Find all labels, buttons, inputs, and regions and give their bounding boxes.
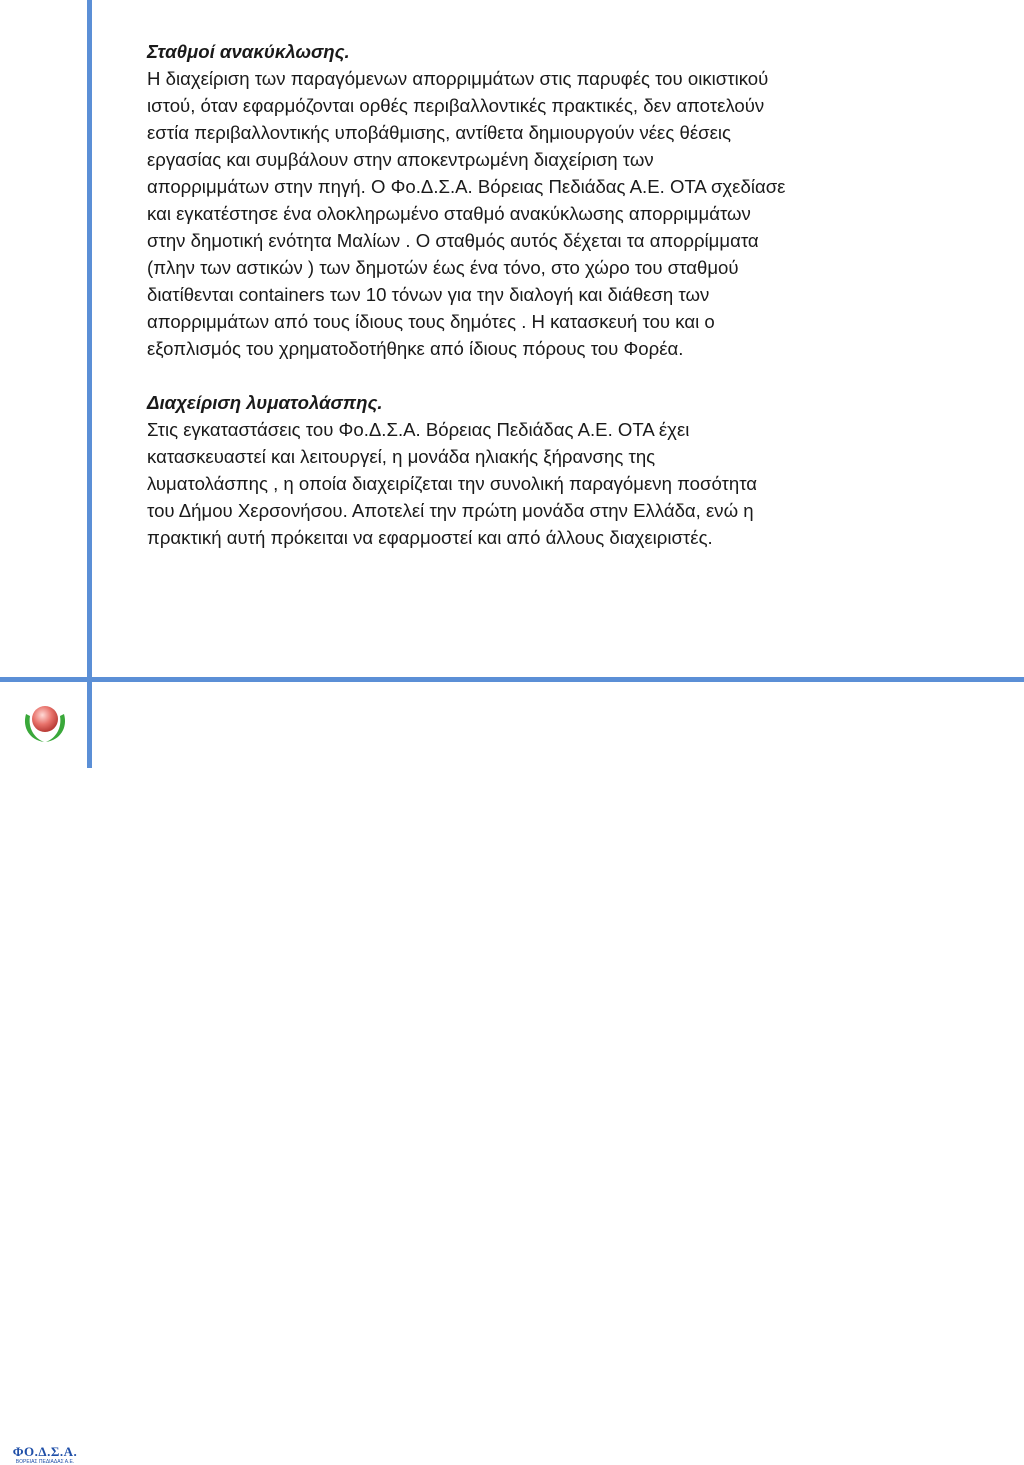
logo-name: ΦΟ.Δ.Σ.Α. [12,1444,78,1459]
section-sludge-management [147,389,967,551]
logo-emblem-icon [0,700,90,746]
section-title-sludge: Διαχείριση λυματολάσπης. [147,392,383,413]
section-spacer [147,362,967,389]
section-body-recycling: Η διαχείριση των παραγόμενων απορριμμάτων στις παρυφές του οικιστικού ιστού, όταν εφαρμόζονται ορθές περιβαλλοντικές πρακτικές, δεν αποτελούν εστία περιβαλλοντικής υποβάθμισης, αντίθετα δημιουργούν νέες θέσεις εργασίας και συμβάλουν στην αποκεντρωμένη διαχείριση των απορριμμάτων στην πηγή. Ο Φο.Δ.Σ.Α. Βόρειας Πεδιάδας Α.Ε. ΟΤΑ σχεδίασε και εγκατέστησε ένα ολοκληρωμένο σταθμό ανακύκλωσης απορριμμάτων στην δημοτική ενότητα Μαλίων . Ο σταθμός αυτός δέχεται τα απορρίμματα (πλην των αστικών ) των δημοτών έως ένα τόνο, στο χώρο του σταθμού διατίθενται containers των 10 τόνων για την διαλογή και διάθεση των απορριμμάτων από τους ίδιους τους δημότες . Η κατασκευή του και ο εξοπλισμός του χρηματοδοτήθηκε από ίδιους πόρους του Φορέα. [147,68,786,359]
section-title-recycling: Σταθμοί ανακύκλωσης. [147,41,350,62]
section-recycling-stations [147,38,967,362]
vertical-divider [87,0,92,768]
section-body-sludge: Στις εγκαταστάσεις του Φο.Δ.Σ.Α. Βόρειας Πεδιάδας Α.Ε. ΟΤΑ έχει κατασκευαστεί και λειτουργεί, η μονάδα ηλιακής ξήρανσης της λυματολάσπης , η οποία διαχειρίζεται την συνολική παραγόμενη ποσότητα του Δήμου Χερσονήσου. Αποτελεί την πρώτη μονάδα στην Ελλάδα, ενώ η πρακτική αυτή πρόκειται να εφαρμοστεί και από άλλους διαχειριστές. [147,419,758,548]
slide-content [147,38,967,551]
logo-subtitle: ΒΟΡΕΙΑΣ ΠΕΔΙΑΔΑΣ Α.Ε. [15,1459,75,1465]
horizontal-divider [0,677,1024,682]
fodsa-logo [0,700,90,1465]
